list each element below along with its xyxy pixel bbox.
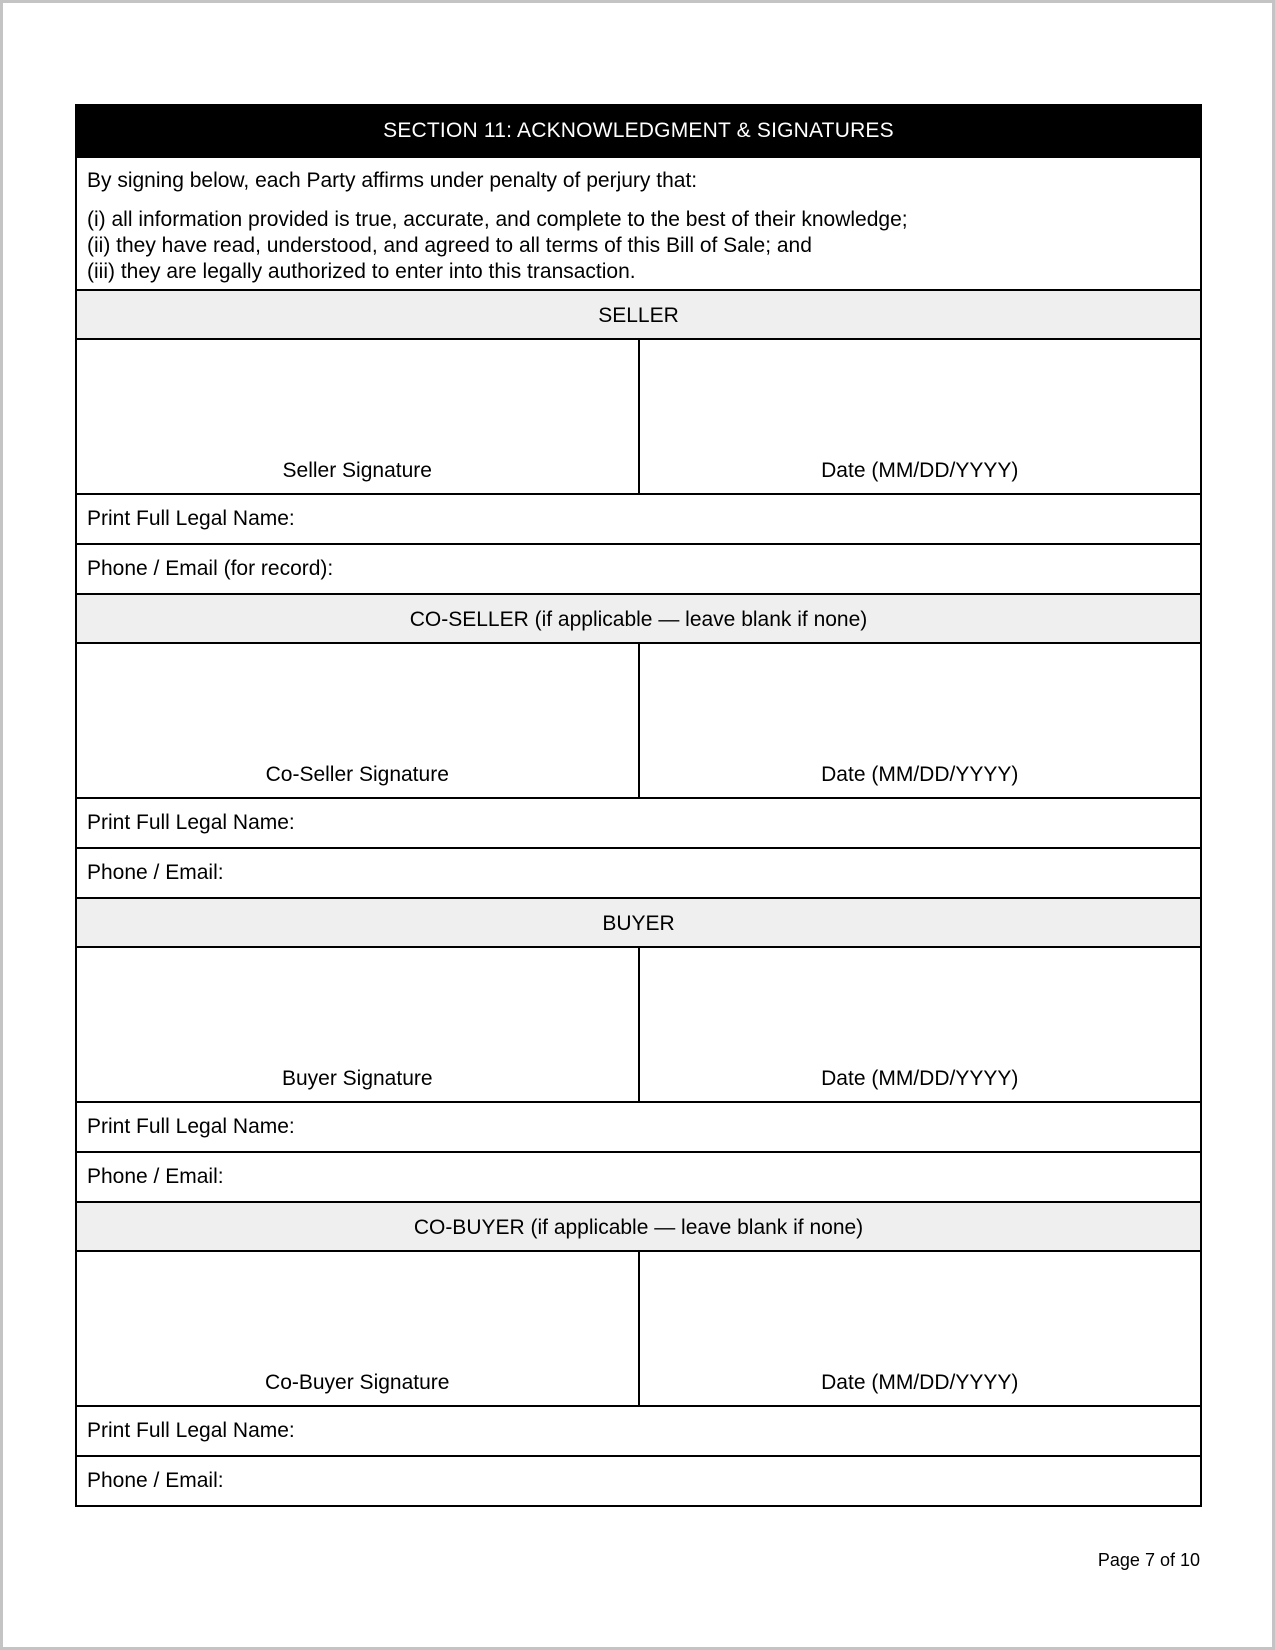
seller-name-label: Print Full Legal Name: (87, 507, 295, 530)
seller-signature-row (77, 338, 1200, 493)
buyer-name-label: Print Full Legal Name: (87, 1115, 295, 1138)
acknowledgment-statement (77, 156, 1200, 289)
acknowledgment-item: (i) all information provided is true, accurate, and complete to the best of their knowledge; (87, 208, 908, 231)
seller-date-caption: Date (MM/DD/YYYY) (821, 459, 1019, 482)
section-title: SECTION 11: ACKNOWLEDGMENT & SIGNATURES (77, 106, 1200, 156)
buyer-name-field[interactable] (77, 1101, 1200, 1151)
co-buyer-contact-label: Phone / Email: (87, 1469, 224, 1492)
buyer-contact-label: Phone / Email: (87, 1165, 224, 1188)
seller-header: SELLER (77, 289, 1200, 338)
co-seller-name-field[interactable] (77, 797, 1200, 847)
seller-signature-field[interactable] (77, 340, 638, 493)
co-seller-signature-field[interactable] (77, 644, 638, 797)
co-buyer-name-label: Print Full Legal Name: (87, 1419, 295, 1442)
page-number: Page 7 of 10 (1097, 1550, 1200, 1570)
seller-name-field[interactable] (77, 493, 1200, 543)
co-buyer-signature-caption: Co-Buyer Signature (265, 1371, 450, 1394)
seller-contact-field[interactable] (77, 543, 1200, 593)
signature-form (75, 104, 1202, 1507)
buyer-signature-row (77, 946, 1200, 1101)
co-seller-date-caption: Date (MM/DD/YYYY) (821, 763, 1019, 786)
buyer-date-field[interactable] (638, 948, 1201, 1101)
co-seller-name-label: Print Full Legal Name: (87, 811, 295, 834)
co-seller-signature-row (77, 642, 1200, 797)
co-seller-contact-field[interactable] (77, 847, 1200, 897)
acknowledgment-item: (ii) they have read, understood, and agreed to all terms of this Bill of Sale; and (87, 234, 812, 257)
acknowledgment-lead: By signing below, each Party affirms under penalty of perjury that: (87, 169, 698, 192)
co-seller-header: CO-SELLER (if applicable — leave blank if none) (77, 593, 1200, 642)
buyer-header: BUYER (77, 897, 1200, 946)
co-buyer-date-caption: Date (MM/DD/YYYY) (821, 1371, 1019, 1394)
buyer-contact-field[interactable] (77, 1151, 1200, 1201)
co-seller-signature-caption: Co-Seller Signature (265, 763, 449, 786)
co-buyer-header: CO-BUYER (if applicable — leave blank if none) (77, 1201, 1200, 1250)
acknowledgment-item: (iii) they are legally authorized to enter into this transaction. (87, 260, 636, 283)
co-buyer-signature-field[interactable] (77, 1252, 638, 1405)
co-buyer-date-field[interactable] (638, 1252, 1201, 1405)
co-buyer-signature-row (77, 1250, 1200, 1405)
co-buyer-contact-field[interactable] (77, 1455, 1200, 1505)
co-seller-contact-label: Phone / Email: (87, 861, 224, 884)
buyer-signature-field[interactable] (77, 948, 638, 1101)
buyer-signature-caption: Buyer Signature (281, 1067, 433, 1090)
co-buyer-name-field[interactable] (77, 1405, 1200, 1455)
buyer-date-caption: Date (MM/DD/YYYY) (821, 1067, 1019, 1090)
co-seller-date-field[interactable] (638, 644, 1201, 797)
seller-date-field[interactable] (638, 340, 1201, 493)
seller-signature-caption: Seller Signature (282, 459, 432, 482)
seller-contact-label: Phone / Email (for record): (87, 557, 334, 580)
